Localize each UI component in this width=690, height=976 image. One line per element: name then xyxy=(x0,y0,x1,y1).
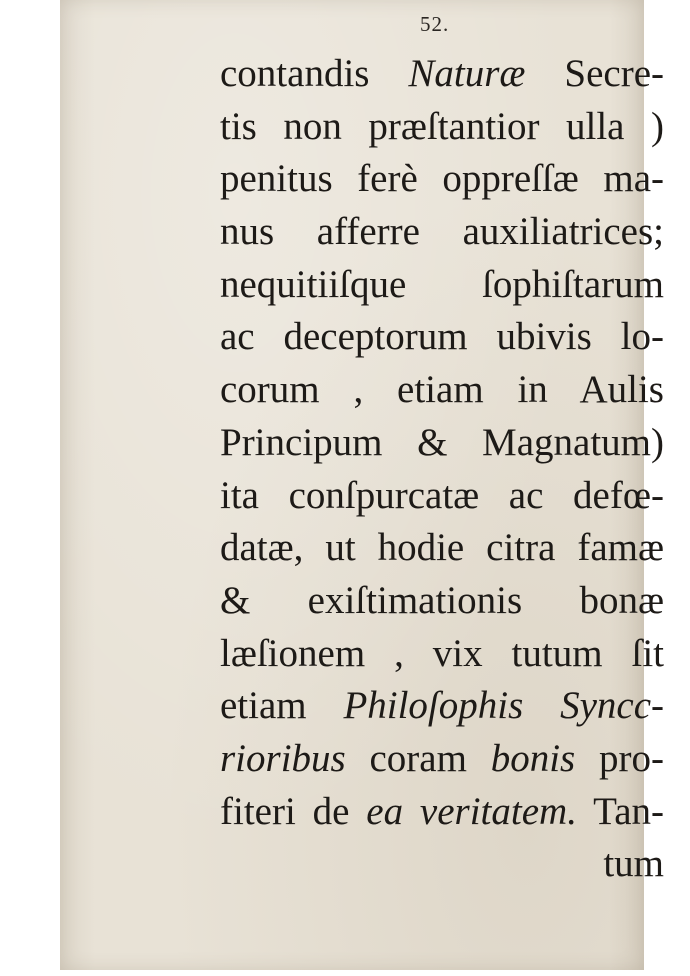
text-run: corum , etiam in Aulis xyxy=(220,368,664,412)
text-line xyxy=(220,153,664,206)
text-line xyxy=(220,417,664,470)
text-run: ita conſpurcatæ ac defœ- xyxy=(220,473,664,517)
text-run: Principum & Magnatum) xyxy=(220,420,664,464)
text-line xyxy=(220,522,664,575)
italic-text-run: Philoſophis Syncc- xyxy=(343,684,664,728)
text-line xyxy=(220,838,664,891)
text-line xyxy=(220,311,664,364)
text-run: Secre- xyxy=(525,52,664,95)
text-line xyxy=(220,786,664,839)
text-run: datæ, ut hodie citra famæ xyxy=(220,526,664,570)
text-run: nus afferre auxiliatrices; xyxy=(220,210,664,254)
text-line xyxy=(220,206,664,259)
text-line xyxy=(220,101,664,154)
italic-text-run: bonis xyxy=(490,736,576,780)
italic-text-run: ea veritatem. xyxy=(366,789,577,833)
text-line xyxy=(220,628,664,681)
text-run: ac deceptorum ubivis lo- xyxy=(220,315,664,359)
text-line xyxy=(220,48,664,101)
text-run: penitus ferè oppreſſæ ma- xyxy=(220,157,664,201)
italic-text-run: rioribus xyxy=(220,736,346,780)
text-line xyxy=(220,259,664,312)
text-run: tis non præſtantior ulla ) xyxy=(220,104,664,148)
text-run: nequitiiſque ſophiſtarum xyxy=(220,262,664,306)
text-run: etiam xyxy=(220,684,344,728)
text-line xyxy=(220,364,664,417)
text-run: tum xyxy=(603,842,664,886)
text-line xyxy=(220,680,664,733)
text-run: pro- xyxy=(575,736,664,780)
text-run: Tan- xyxy=(576,789,664,833)
text-line xyxy=(220,733,664,786)
text-run: & exiſtimationis bonæ xyxy=(220,578,664,622)
page-number: 52. xyxy=(420,12,450,36)
book-page xyxy=(60,0,664,970)
italic-text-run: Naturæ xyxy=(408,52,526,95)
text-line xyxy=(220,575,664,628)
text-run: fiteri de xyxy=(220,789,367,833)
body-text xyxy=(220,48,664,891)
text-run: contandis xyxy=(220,52,409,95)
text-line xyxy=(220,470,664,523)
text-run: læſionem , vix tutum ſit xyxy=(220,631,664,675)
text-run: coram xyxy=(345,736,491,780)
